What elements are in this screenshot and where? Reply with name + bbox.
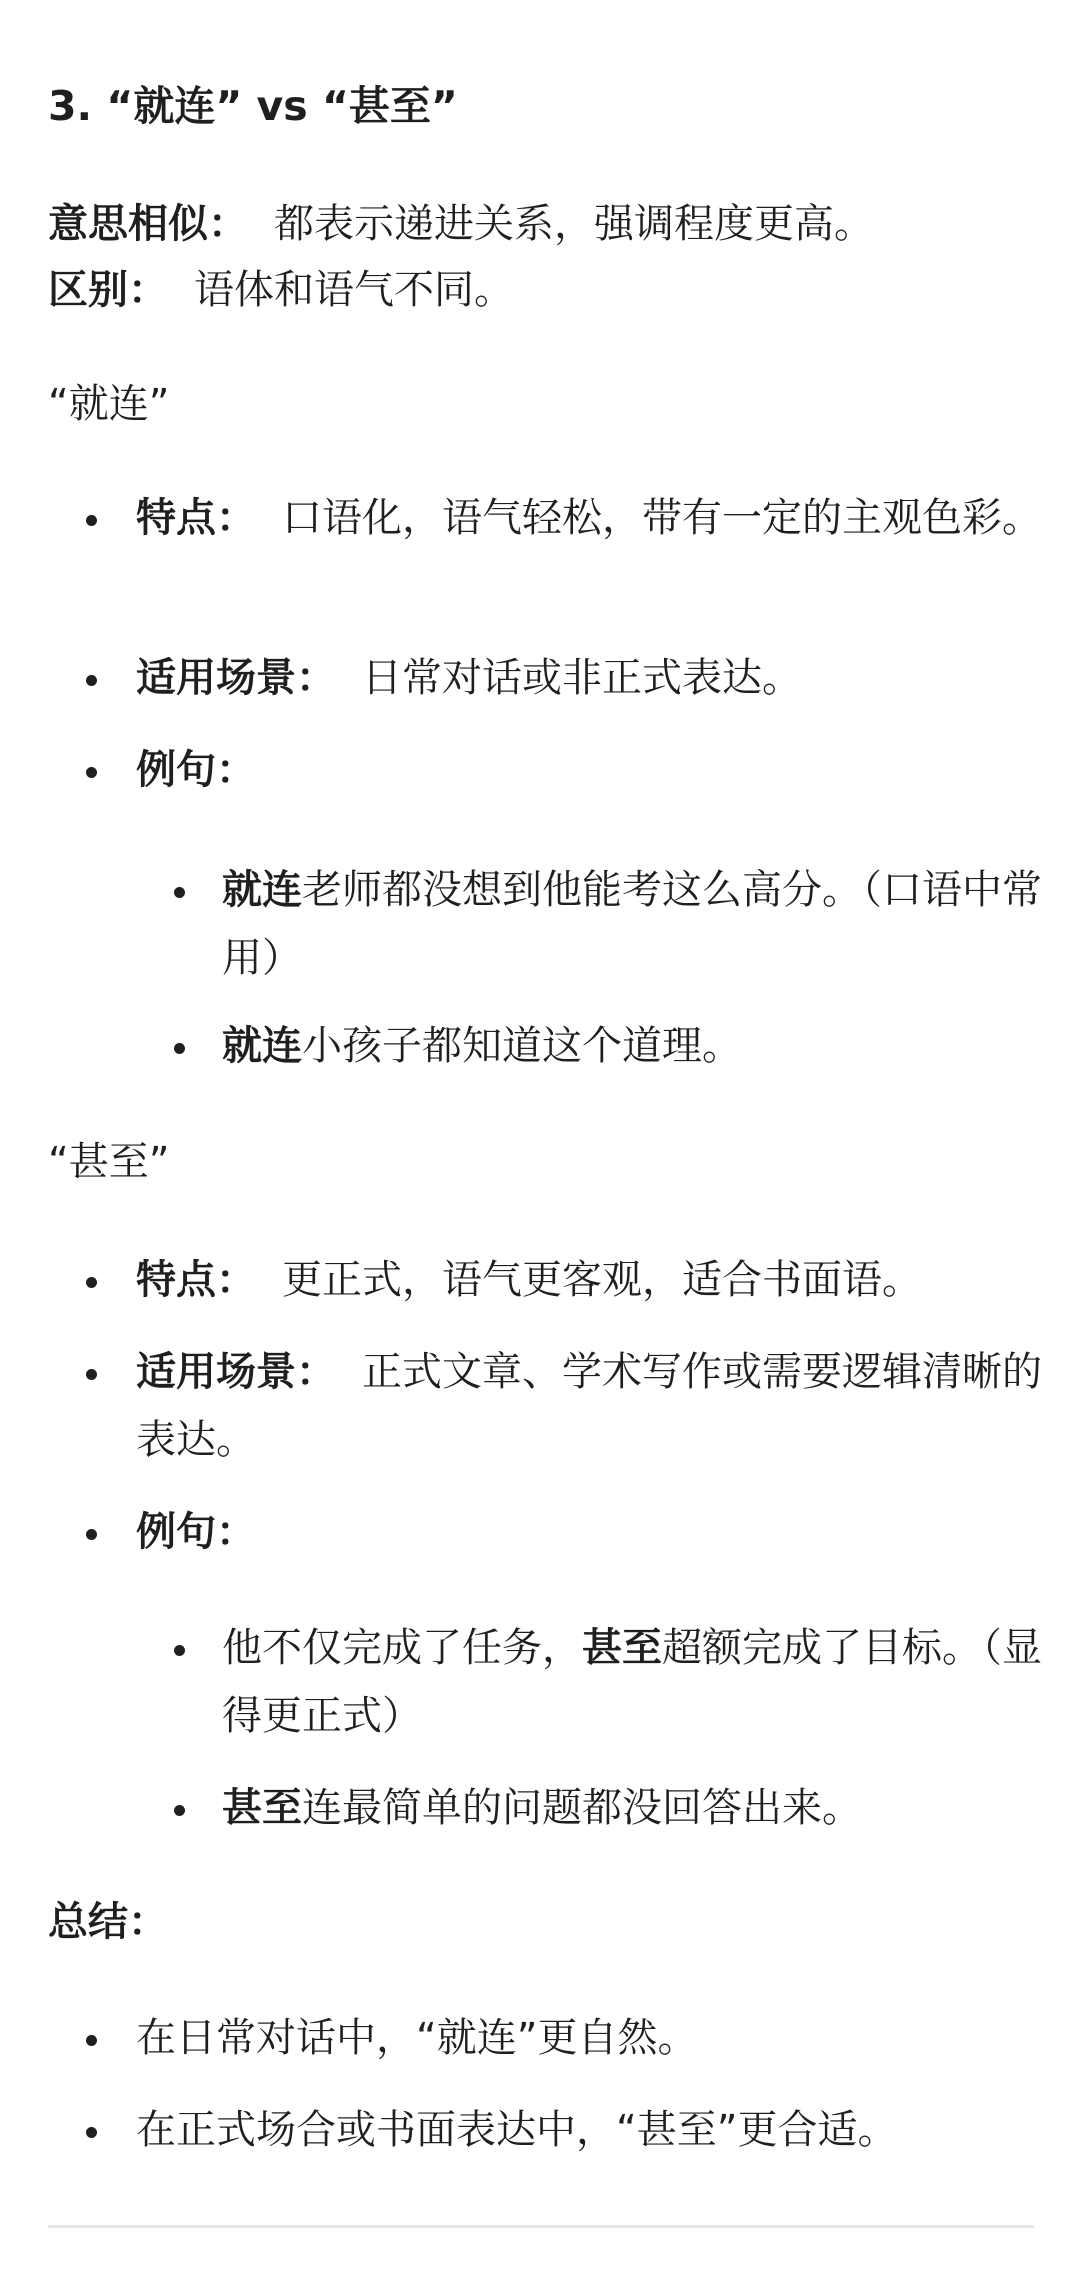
bullet-icon xyxy=(86,1277,97,1288)
shenzhi-trait xyxy=(136,1246,1076,1314)
scene-label: 适用场景： xyxy=(136,1349,336,1395)
summary-label: 总结： xyxy=(48,1899,168,1945)
examples-label: 例句： xyxy=(136,747,256,793)
meaning-label: 意思相似： xyxy=(48,201,248,247)
bullet-icon xyxy=(86,2127,97,2138)
jiulian-trait xyxy=(136,484,1076,552)
jiulian-examples-label xyxy=(136,736,1076,804)
divider xyxy=(48,2225,1034,2228)
bullet-icon xyxy=(86,1369,97,1380)
difference-line xyxy=(48,262,514,318)
example-text: 老师都没想到他能考这么高分。（口语中常用） xyxy=(222,867,1042,981)
difference-text: 语体和语气不同。 xyxy=(194,267,514,313)
trait-label: 特点： xyxy=(136,1257,256,1303)
bullet-icon xyxy=(86,2035,97,2046)
scene-text: 日常对话或非正式表达。 xyxy=(362,655,802,701)
jiulian-example-2 xyxy=(222,1012,1062,1080)
section-heading: 3. “就连” vs “甚至” xyxy=(48,82,458,130)
scene-label: 适用场景： xyxy=(136,655,336,701)
scene-text: 正式文章、学术写作或需要逻辑清晰的表达。 xyxy=(136,1349,1042,1463)
example-text: 超额完成了目标。（显得更正式） xyxy=(222,1625,1042,1739)
example-keyword: 就连 xyxy=(222,1023,302,1069)
trait-text: 口语化，语气轻松，带有一定的主观色彩。 xyxy=(282,495,1042,541)
meaning-text: 都表示递进关系，强调程度更高。 xyxy=(274,201,874,247)
difference-label: 区别： xyxy=(48,267,168,313)
bullet-icon xyxy=(86,1529,97,1540)
examples-label: 例句： xyxy=(136,1509,256,1555)
jiulian-scene xyxy=(136,644,1076,712)
bullet-icon xyxy=(86,675,97,686)
shenzhi-title: “甚至” xyxy=(48,1139,170,1185)
trait-label: 特点： xyxy=(136,495,256,541)
example-keyword: 就连 xyxy=(222,867,302,913)
shenzhi-examples-label xyxy=(136,1498,1076,1566)
bullet-icon xyxy=(174,1043,185,1054)
bullet-icon xyxy=(174,887,185,898)
example-text: 小孩子都知道这个道理。 xyxy=(302,1023,742,1069)
jiulian-example-1 xyxy=(222,856,1062,992)
bullet-icon xyxy=(174,1645,185,1656)
trait-text: 更正式，语气更客观，适合书面语。 xyxy=(282,1257,922,1303)
shenzhi-example-1 xyxy=(222,1614,1042,1750)
shenzhi-example-2 xyxy=(222,1774,1062,1842)
bullet-icon xyxy=(174,1805,185,1816)
bullet-icon xyxy=(86,767,97,778)
summary-item-2: 在正式场合或书面表达中，“甚至”更合适。 xyxy=(136,2107,898,2153)
jiulian-title: “就连” xyxy=(48,381,170,427)
example-keyword: 甚至 xyxy=(582,1625,662,1671)
example-keyword: 甚至 xyxy=(222,1785,302,1831)
summary-item-1: 在日常对话中，“就连”更自然。 xyxy=(136,2015,698,2061)
example-text: 他不仅完成了任务， xyxy=(222,1625,582,1671)
summary-title xyxy=(48,1894,168,1950)
shenzhi-scene xyxy=(136,1338,1076,1474)
bullet-icon xyxy=(86,515,97,526)
meaning-line xyxy=(48,196,874,252)
example-text: 连最简单的问题都没回答出来。 xyxy=(302,1785,862,1831)
